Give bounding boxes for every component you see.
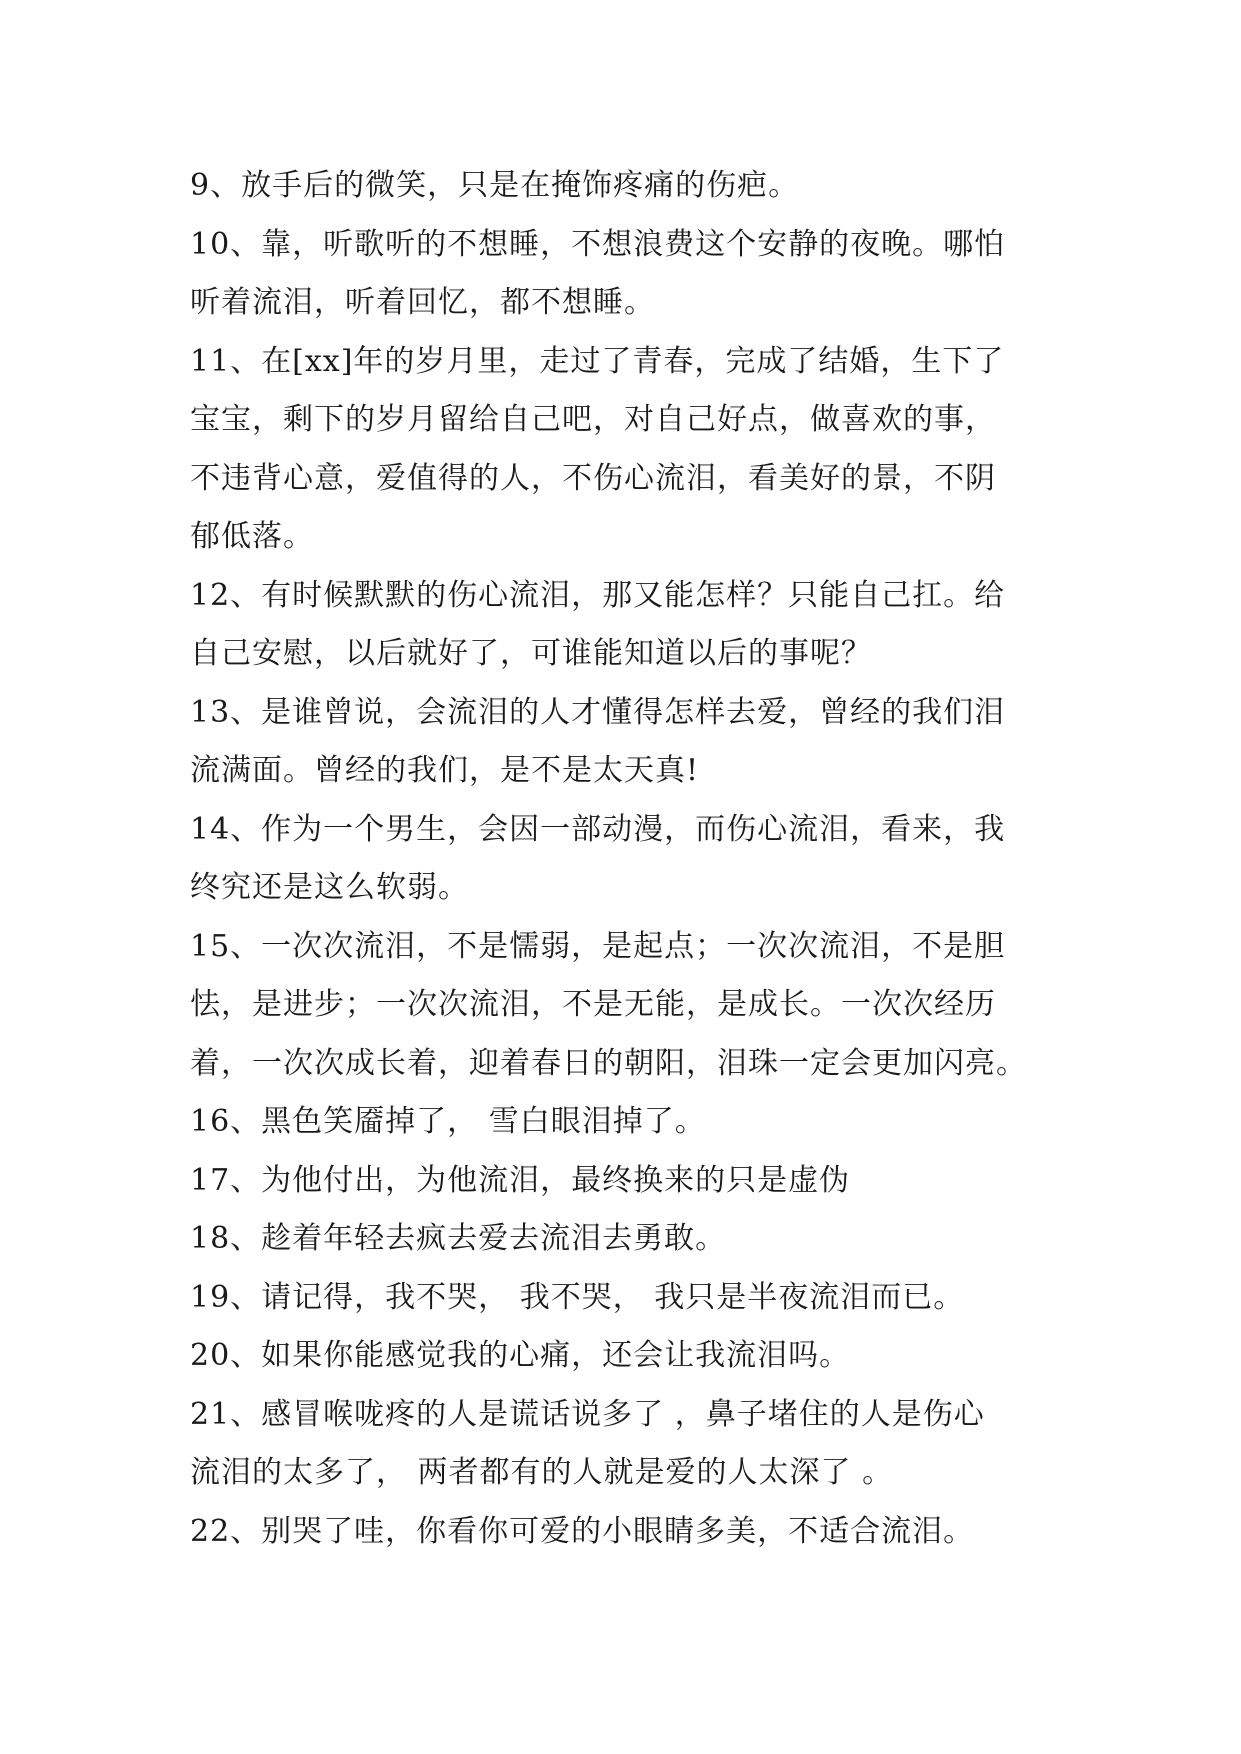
text-line: 10、靠，听歌听的不想睡，不想浪费这个安静的夜晚。哪怕 [190,226,1006,262]
text-line: 自己安慰，以后就好了，可谁能知道以后的事呢？ [190,636,872,671]
text-line: 郁低落。 [190,519,314,554]
text-line: 22、别哭了哇，你看你可爱的小眼睛多美，不适合流泪。 [190,1513,975,1549]
text-line: 流泪的太多了， 两者都有的人就是爱的人太深了 。 [190,1455,894,1490]
text-line: 终究还是这么软弱。 [190,870,469,905]
text-line: 13、是谁曾说，会流泪的人才懂得怎样去爱，曾经的我们泪 [190,694,1006,730]
text-line: 21、感冒喉咙疼的人是谎话说多了 ，鼻子堵住的人是伤心 [190,1396,985,1432]
text-line: 20、如果你能感觉我的心痛，还会让我流泪吗。 [190,1338,851,1373]
text-line: 听着流泪，听着回忆，都不想睡。 [190,285,655,320]
text-line: 14、作为一个男生，会因一部动漫，而伤心流泪，看来，我 [190,811,1006,847]
text-line: 17、为他付出，为他流泪，最终换来的只是虚伪 [190,1162,851,1198]
text-line: 着，一次次成长着，迎着春日的朝阳，泪珠一定会更加闪亮。 [190,1045,1027,1081]
text-line: 12、有时候默默的伤心流泪，那又能怎样？只能自己扛。给 [190,577,1006,613]
text-line: 不违背心意，爱值得的人，不伤心流泪，看美好的景，不阴 [190,460,996,496]
text-line: 18、趁着年轻去疯去爱去流泪去勇敢。 [190,1221,727,1256]
text-line: 16、黑色笑靥掉了， 雪白眼泪掉了。 [190,1104,706,1139]
text-line: 9、放手后的微笑，只是在掩饰疼痛的伤疤。 [190,168,800,203]
text-line: 流满面。曾经的我们，是不是太天真! [190,753,700,788]
text-line: 11、在[xx]年的岁月里，走过了青春，完成了结婚，生下了 [190,343,1005,379]
text-line: 15、一次次流泪，不是懦弱，是起点；一次次流泪，不是胆 [190,928,1006,964]
text-line: 怯，是进步；一次次流泪，不是无能，是成长。一次次经历 [190,987,996,1022]
text-line: 19、请记得，我不哭， 我不哭， 我只是半夜流泪而已。 [190,1279,965,1315]
document-body [190,157,1060,1561]
text-line: 宝宝，剩下的岁月留给自己吧，对自己好点，做喜欢的事， [190,402,996,437]
